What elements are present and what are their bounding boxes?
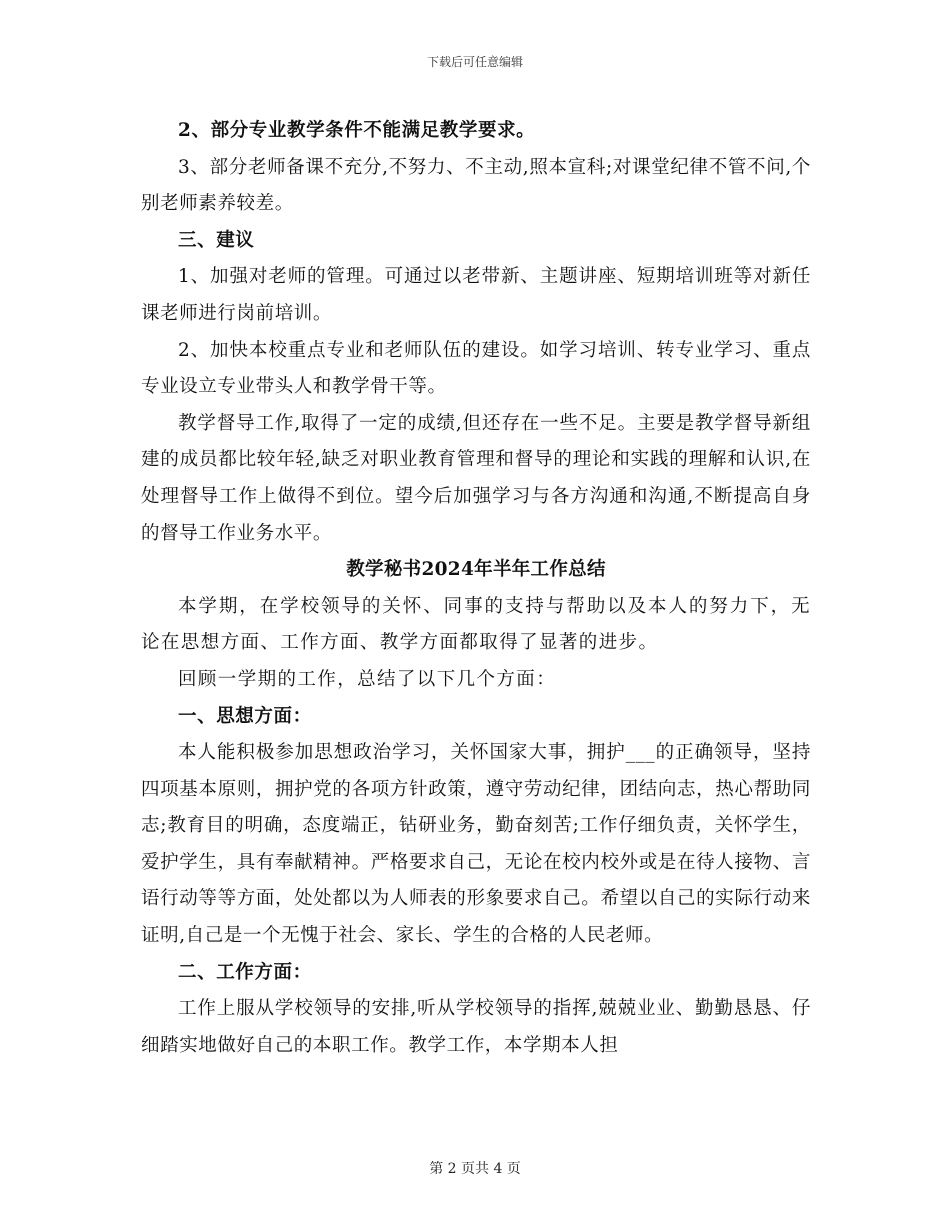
- paragraph-conclusion: 教学督导工作,取得了一定的成绩,但还存在一些不足。主要是教学督导新组建的成员都比较年轻,缺乏对职业教育管理和督导的理论和实践的理解和认识,在处理督导工作上做得不到位。望今后加强学习与各方沟通和沟通,不断提高自身的督导工作业务水平。: [141, 412, 811, 544]
- paragraph-thought: 本人能积极参加思想政治学习，关怀国家大事，拥护___的正确领导，坚持四项基本原则，拥护党的各项方针政策，遵守劳动纪律，团结向志，热心帮助同志;教育目的明确，态度端正，钻研业务，勤奋刻苦;工作仔细负责，关怀学生，爱护学生，具有奉献精神。严格要求自己，无论在校内校外或是在待人接物、言语行动等等方面，处处都以为人师表的形象要求自己。希望以自己的实际行动来证明,自己是一个无愧于社会、家长、学生的合格的人民老师。: [141, 742, 811, 947]
- section-heading-work: 二、工作方面：: [178, 961, 312, 983]
- paragraph-issue-3: 3、部分老师备课不充分,不努力、不主动,照本宣科;对课堂纪律不管不问,个别老师素养较差。: [141, 156, 811, 215]
- paragraph-intro: 本学期，在学校领导的关怀、同事的支持与帮助以及本人的努力下，无论在思想方面、工作方面、教学方面都取得了显著的进步。: [141, 595, 811, 654]
- section-heading-suggestions: 三、建议: [178, 229, 255, 251]
- paragraph-suggestion-1: 1、加强对老师的管理。可通过以老带新、主题讲座、短期培训班等对新任课老师进行岗前培训。: [141, 266, 811, 324]
- page-footer: 第 2 页共 4 页: [429, 1161, 521, 1177]
- section-heading-thought: 一、思想方面：: [178, 705, 312, 727]
- document-body: [141, 113, 811, 1064]
- page-header: 下载后可任意编辑: [426, 55, 523, 69]
- paragraph-issue-2: 2、部分专业教学条件不能满足教学要求。: [178, 120, 536, 141]
- paragraph-work: 工作上服从学校领导的安排,听从学校领导的指挥,兢兢业业、勤勤恳恳、仔细踏实地做好自己的本职工作。教学工作，本学期本人担: [141, 998, 811, 1056]
- paragraph-review: 回顾一学期的工作，总结了以下几个方面：: [178, 668, 557, 690]
- paragraph-suggestion-2: 2、加快本校重点专业和老师队伍的建设。如学习培训、转专业学习、重点专业设立专业带头人和教学骨干等。: [141, 339, 811, 398]
- document-title: 教学秘书2024年半年工作总结: [346, 559, 606, 581]
